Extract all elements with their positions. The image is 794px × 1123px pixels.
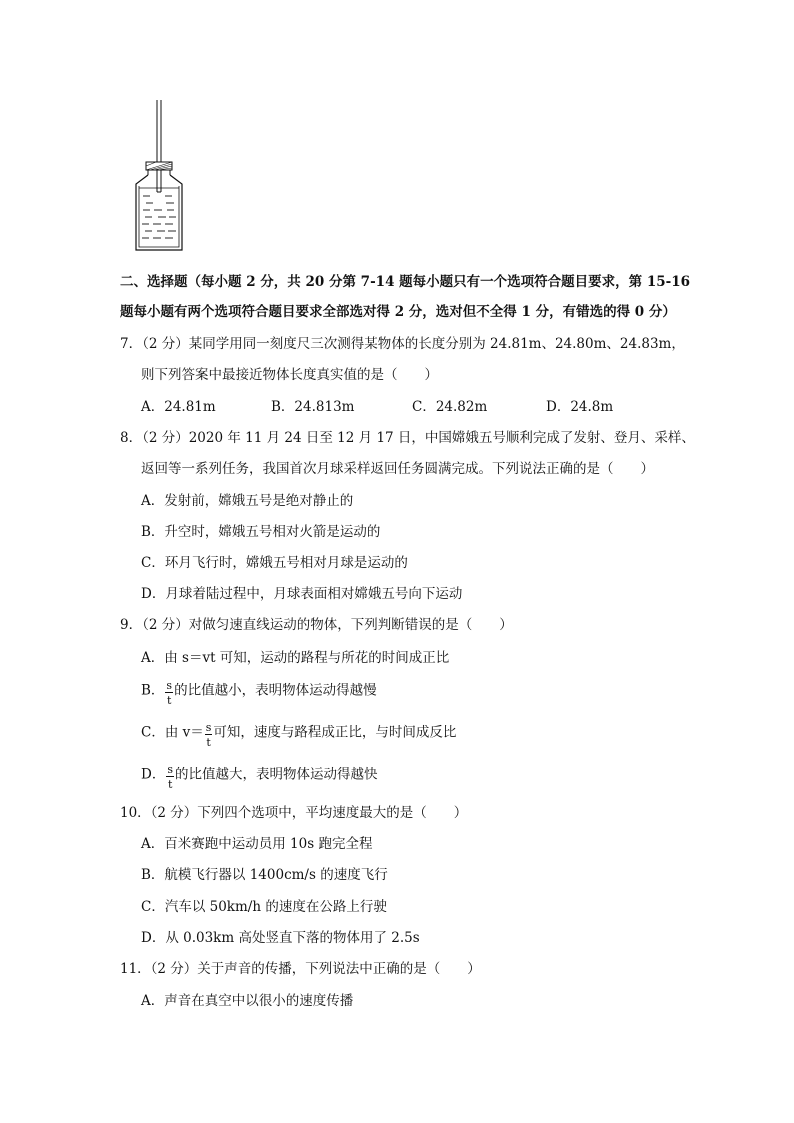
q10-option-d: D．从 0.03km 高处竖直下落的物体用了 2.5s	[141, 930, 420, 946]
q9-stem: 9．（2 分）对做匀速直线运动的物体，下列判断错误的是（ ）	[120, 617, 513, 633]
q10-option-c: C．汽车以 50km/h 的速度在公路上行驶	[141, 899, 387, 915]
q9-option-a: A．由 s＝vt 可知，运动的路程与所花的时间成正比	[141, 650, 450, 666]
q9-option-c	[141, 720, 457, 749]
fraction-denominator: t	[206, 736, 211, 749]
q9-option-d-prefix: D．	[141, 766, 166, 783]
q9-option-b	[141, 678, 377, 707]
fraction-numerator: s	[205, 721, 212, 734]
bottle-figure	[128, 100, 190, 252]
q7-option-c: C．24.82m	[412, 399, 488, 415]
q8-option-c: C．环月飞行时，嫦娥五号相对月球是运动的	[141, 555, 408, 571]
q9-option-d	[141, 762, 378, 791]
q9-option-c-prefix: C．由 v＝	[141, 724, 204, 741]
section-heading-line2: 题每小题有两个选项符合题目要求全部选对得 2 分，选对但不全得 1 分，有错选的得 0 分）	[120, 304, 676, 320]
q8-option-d: D．月球着陆过程中，月球表面相对嫦娥五号向下运动	[141, 586, 463, 602]
q9-option-c-suffix: 可知，速度与路程成正比，与时间成反比	[213, 724, 457, 741]
q9-option-b-suffix: 的比值越小，表明物体运动得越慢	[174, 682, 377, 699]
q8-stem-line2: 返回等一系列任务，我国首次月球采样返回任务圆满完成。下列说法正确的是（ ）	[141, 461, 654, 477]
q7-option-a: A．24.81m	[141, 399, 216, 415]
q10-option-b: B．航模飞行器以 1400cm/s 的速度飞行	[141, 867, 388, 883]
q8-option-a: A．发射前，嫦娥五号是绝对静止的	[141, 493, 354, 509]
section-heading-line1: 二、选择题（每小题 2 分，共 20 分第 7-14 题每小题只有一个选项符合题目要求，第 15-16	[120, 274, 691, 290]
q7-option-d: D．24.8m	[546, 399, 614, 415]
s-over-t-fraction	[205, 722, 213, 748]
q10-option-a: A．百米赛跑中运动员用 10s 跑完全程	[141, 836, 373, 852]
q8-option-b: B．升空时，嫦娥五号相对火箭是运动的	[141, 524, 381, 540]
q11-option-a: A．声音在真空中以很小的速度传播	[141, 993, 354, 1009]
q8-stem-line1: 8．（2 分）2020 年 11 月 24 日至 12 月 17 日，中国嫦娥五号顺利完成了发射、登月、采样、	[120, 430, 695, 446]
s-over-t-fraction	[166, 764, 174, 790]
q7-option-b: B．24.813m	[271, 399, 355, 415]
q7-stem-line2: 则下列答案中最接近物体长度真实值的是（ ）	[141, 367, 438, 383]
q9-option-d-suffix: 的比值越大，表明物体运动得越快	[174, 766, 378, 783]
q11-stem: 11．（2 分）关于声音的传播，下列说法中正确的是（ ）	[120, 961, 481, 977]
q7-stem-line1: 7．（2 分）某同学用同一刻度尺三次测得某物体的长度分别为 24.81m、24.80m、24.83m，	[120, 336, 685, 352]
q9-option-b-prefix: B．	[141, 682, 165, 699]
s-over-t-fraction	[165, 680, 173, 706]
fraction-numerator: s	[166, 679, 173, 692]
fraction-numerator: s	[167, 763, 173, 776]
fraction-denominator: t	[167, 694, 172, 707]
fraction-denominator: t	[167, 778, 173, 791]
q10-stem: 10．（2 分）下列四个选项中，平均速度最大的是（ ）	[120, 805, 468, 821]
